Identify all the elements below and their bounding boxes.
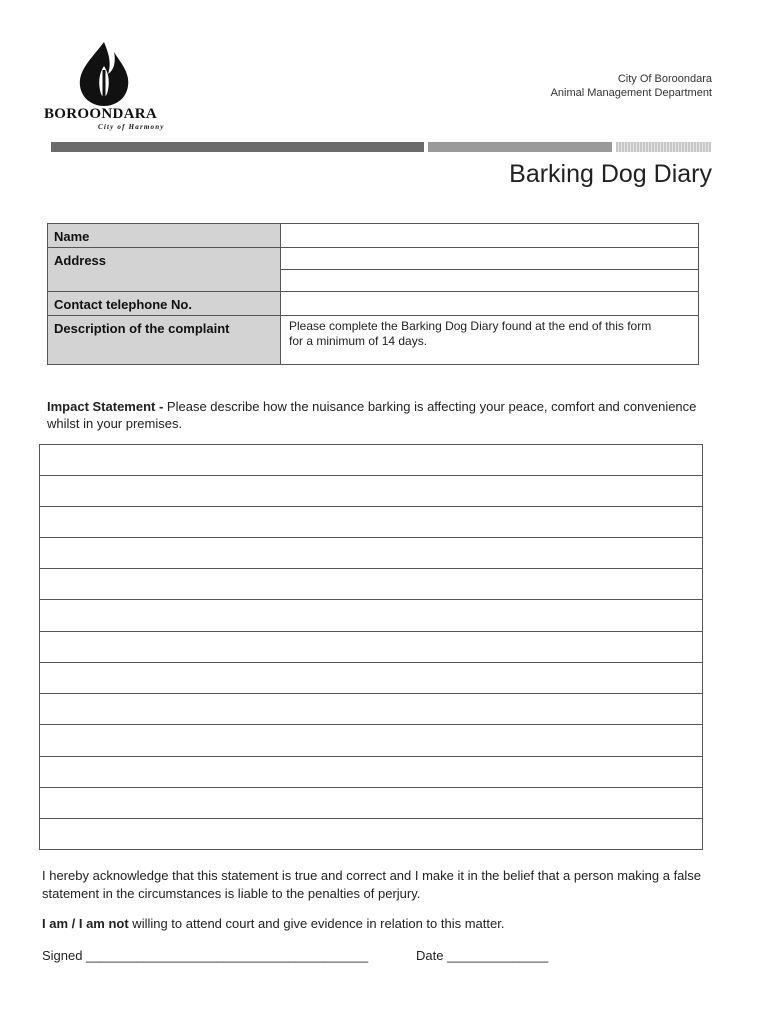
writing-line — [40, 818, 702, 819]
header-divider-mid — [428, 142, 612, 152]
flame-logo-icon — [74, 40, 134, 108]
address-field-line-1[interactable] — [282, 248, 698, 269]
department-name: Animal Management Department — [550, 87, 712, 99]
complainant-details-table — [47, 223, 699, 365]
label-column — [48, 224, 281, 364]
writing-line — [40, 631, 702, 632]
header-divider-dark — [51, 142, 424, 152]
page-title: Barking Dog Diary — [509, 160, 712, 188]
writing-line — [40, 662, 702, 663]
date-field[interactable]: Date ______________ — [416, 948, 549, 963]
phone-label: Contact telephone No. — [54, 297, 192, 312]
writing-line — [40, 724, 702, 725]
organisation-name: City Of Boroondara — [617, 73, 712, 85]
address-field-line-2[interactable] — [282, 270, 698, 291]
organisation-block — [551, 72, 712, 100]
name-field[interactable] — [282, 224, 698, 247]
name-label: Name — [54, 229, 90, 244]
complaint-note: Please complete the Barking Dog Diary found at the end of this form for a minimum of 14 days. — [289, 319, 652, 348]
logo-wordmark: BOROONDARA — [44, 106, 158, 122]
perjury-acknowledgement: I hereby acknowledge that this statement is true and correct and I make it in the belief that a person making a false statement in the circumstances is liable to the penalties of perjury. — [42, 868, 702, 901]
writing-line — [40, 693, 702, 694]
writing-line — [40, 475, 702, 476]
writing-line — [40, 537, 702, 538]
writing-line — [40, 506, 702, 507]
impact-statement-instruction — [47, 398, 697, 432]
writing-line — [40, 568, 702, 569]
court-attendance-statement — [42, 916, 504, 931]
writing-line — [40, 599, 702, 600]
writing-line — [40, 756, 702, 757]
impact-text: Please describe how the nuisance barking is affecting your peace, comfort and convenience whilst in your premises. — [47, 399, 697, 431]
court-options[interactable]: I am / I am not — [42, 916, 129, 931]
council-logo — [44, 40, 184, 135]
phone-field[interactable] — [282, 292, 698, 315]
header-divider-light — [616, 142, 711, 152]
address-label: Address — [54, 253, 107, 268]
impact-heading: Impact Statement - — [47, 399, 164, 414]
complaint-label: Description of the complaint — [54, 321, 230, 336]
court-text: willing to attend court and give evidence in relation to this matter. — [128, 916, 505, 931]
writing-line — [40, 787, 702, 788]
impact-statement-field[interactable] — [39, 444, 703, 850]
logo-tagline: City of Harmony — [98, 123, 165, 131]
signature-field[interactable]: Signed _______________________________________ — [42, 948, 369, 963]
